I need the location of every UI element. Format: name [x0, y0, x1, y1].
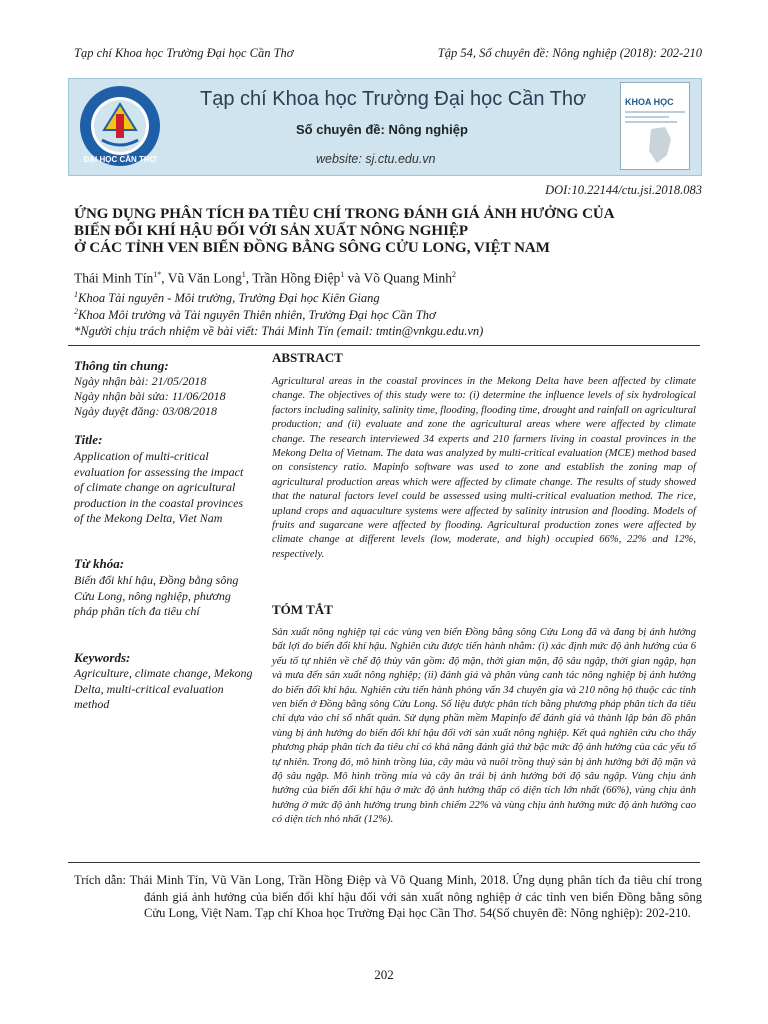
doi[interactable]: DOI:10.22144/ctu.jsi.2018.083	[545, 183, 702, 197]
affiliation-2	[74, 307, 436, 323]
abstract-text: Agricultural areas in the coastal provinces in the Mekong Delta have been affected by climate change. The objectives of this study were to: (i) determine the influence levels of six hydrological factors including salinity, salinity time, flooding, flooding time, drought and rainfall on agricultural production; and (ii) evaluate and zone the agricultural areas where were affected by climate change. The research interviewed 34 experts and 210 farmers living in coastal provinces in the Mekong Delta of Vietnam. The data was analyzed by multi-critical evaluation (MCE) method based on consistency ratio. Mapinfo software was used to zone and establish the zoning map of agricultural production areas which were affected by climate change. The results of study showed that the natural factors level could be assessed using multi-critical evaluation method. The rice, upland crops and aquaculture systems were affected by salinity intrusion and flooding. Models of fruits and sugarcane were affected by flooding. Agricultural production zones were affected by climate change at different levels (low, moderate, and high) occupied 66%, 22% and 12%, respectively.	[272, 376, 696, 560]
banner-subtitle: Số chuyên đề: Nông nghiệp	[296, 122, 468, 137]
logo-ring-text: ĐẠI HỌC CẦN THƠ	[83, 155, 157, 164]
title-line-2: BIẾN ĐỔI KHÍ HẬU ĐỐI VỚI SẢN XUẤT NÔNG NGHIỆP	[74, 223, 469, 239]
tukhoa-text: Biến đổi khí hậu, Đồng bằng sông Cửu Long, nông nghiệp, phương pháp phân tích đa tiêu chí	[74, 573, 239, 618]
corresponding-author: *Người chịu trách nhiệm về bài viết: Thái Minh Tín (email: tmtin@vnkgu.edu.vn)	[74, 324, 484, 338]
info-heading: Thông tin chung:	[74, 358, 169, 373]
english-title: Application of multi-critical evaluation for assessing the impact of climate change on agricultural production in the coastal provinces of the Mekong Delta, Viet Nam	[74, 449, 244, 525]
banner-title: Tạp chí Khoa học Trường Đại học Cần Thơ	[200, 88, 587, 110]
tomtat-heading: TÓM TẮT	[272, 602, 333, 617]
title-heading: Title:	[74, 432, 103, 447]
title-line-1: ỨNG DỤNG PHÂN TÍCH ĐA TIÊU CHÍ TRONG ĐÁNH GIÁ ẢNH HƯỞNG CỦA	[74, 206, 615, 222]
author-name: , Vũ Văn Long	[161, 270, 242, 286]
section-divider	[68, 862, 700, 863]
section-divider	[68, 345, 700, 346]
affiliation-mark: 2	[74, 307, 78, 316]
keywords-heading: Keywords:	[74, 650, 131, 665]
cover-title: KHOA HỌC	[625, 97, 674, 107]
author-affiliation-mark: 1	[241, 270, 246, 279]
tomtat-text: Sản xuất nông nghiệp tại các vùng ven biển Đồng bằng sông Cửu Long đã và đang bị ảnh hưởng bất lợi do biến đổi khí hậu. Nghiên cứu được tiến hành nhằm: (i) xác định mức độ ảnh hưởng của 6 yếu tố tự nhiên về chế độ thủy văn gồm: độ mặn, thời gian mặn, độ sâu ngập, thời gian ngập, hạn và mưa đến sản xuất nông nghiệp; (ii) đánh giá và phân vùng canh tác nông nghiệp bị ảnh hưởng do biến đổi khí hậu. Nghiên cứu tiến hành phỏng vấn 34 chuyên gia và 210 nông hộ thuộc các tỉnh ven biển ở Đồng bằng sông Cửu Long. Số liệu được phân tích bằng phương pháp phân tích đa tiêu chí dựa vào chỉ số nhất quán. Sử dụng phần mềm Mapinfo để đánh giá và thành lập bản đồ phân vùng bị ảnh hưởng do biến đổi khí hậu đối với sản xuất nông nghiệp. Kết quả nghiên cứu cho thấy phương pháp phân tích đa tiêu chí có khả năng đánh giá thứ bậc mức độ ảnh hưởng của các yếu tố tự nhiên. Trong đó, mô hình trồng lúa, cây màu và nuôi trồng thuỷ sản bị ảnh hưởng bởi độ mặn và độ sâu ngập. Mô hình trồng mía và cây ăn trái bị ảnh hưởng bởi độ sâu ngập. Vùng chịu ảnh hưởng của biến đổi khí hậu ở mức độ ảnh hưởng thấp có diện tích lớn nhất (66%), vùng chịu ảnh hưởng ở mức độ ảnh hưởng trung bình chiếm 22% và vùng chịu ảnh hưởng mức độ ảnh hưởng cao có diện tích nhỏ nhất (12%).	[272, 627, 696, 826]
author-affiliation-mark: 1*	[153, 270, 162, 279]
author-affiliation-mark: 2	[452, 270, 457, 279]
title-line-3: Ở CÁC TỈNH VEN BIỂN ĐỒNG BẰNG SÔNG CỬU LONG, VIỆT NAM	[74, 240, 550, 256]
page-number: 202	[374, 967, 394, 982]
affiliation-text: Khoa Tài nguyên - Môi trường, Trường Đại học Kiên Giang	[78, 291, 380, 306]
affiliation-mark: 1	[74, 290, 78, 299]
revised-date: Ngày nhận bài sửa: 11/06/2018	[74, 389, 226, 403]
cover-map-icon	[621, 109, 689, 167]
running-header-issue: Tập 54, Số chuyên đề: Nông nghiệp (2018): 202-210	[437, 46, 702, 60]
author-name: Thái Minh Tín	[74, 270, 154, 286]
citation-text: Trích dẫn: Thái Minh Tín, Vũ Văn Long, Trần Hồng Điệp và Võ Quang Minh, 2018. Ứng dụng phân tích đa tiêu chí trong đánh giá ảnh hưởng của biến đổi khí hậu đối với sản xuất nông nghiệp ở các tỉnh ven biển Đồng bằng sông Cửu Long, Việt Nam. Tạp chí Khoa học Trường Đại học Cần Thơ. 54(Số chuyên đề: Nông nghiệp): 202-210.	[74, 873, 702, 920]
journal-cover-thumbnail	[620, 82, 690, 170]
banner-website[interactable]: website: sj.ctu.edu.vn	[316, 152, 436, 166]
university-logo-icon	[78, 84, 162, 168]
running-header-journal: Tạp chí Khoa học Trường Đại học Cần Thơ	[74, 46, 294, 60]
received-date: Ngày nhận bài: 21/05/2018	[74, 374, 207, 388]
citation	[74, 872, 702, 922]
author-name: , Trần Hồng Điệp	[245, 270, 341, 286]
author-list	[74, 270, 456, 287]
keywords-text: Agriculture, climate change, Mekong Delta, multi-critical evaluation method	[74, 666, 253, 711]
article-title	[74, 206, 714, 257]
tukhoa-heading: Từ khóa:	[74, 556, 125, 571]
affiliation-text: Khoa Môi trường và Tài nguyên Thiên nhiên, Trường Đại học Cần Thơ	[78, 308, 436, 323]
affiliation-1	[74, 290, 380, 306]
author-name: và Võ Quang Minh	[344, 270, 453, 286]
accepted-date: Ngày duyệt đăng: 03/08/2018	[74, 404, 217, 418]
author-affiliation-mark: 1	[340, 270, 345, 279]
abstract-heading: ABSTRACT	[272, 350, 343, 365]
